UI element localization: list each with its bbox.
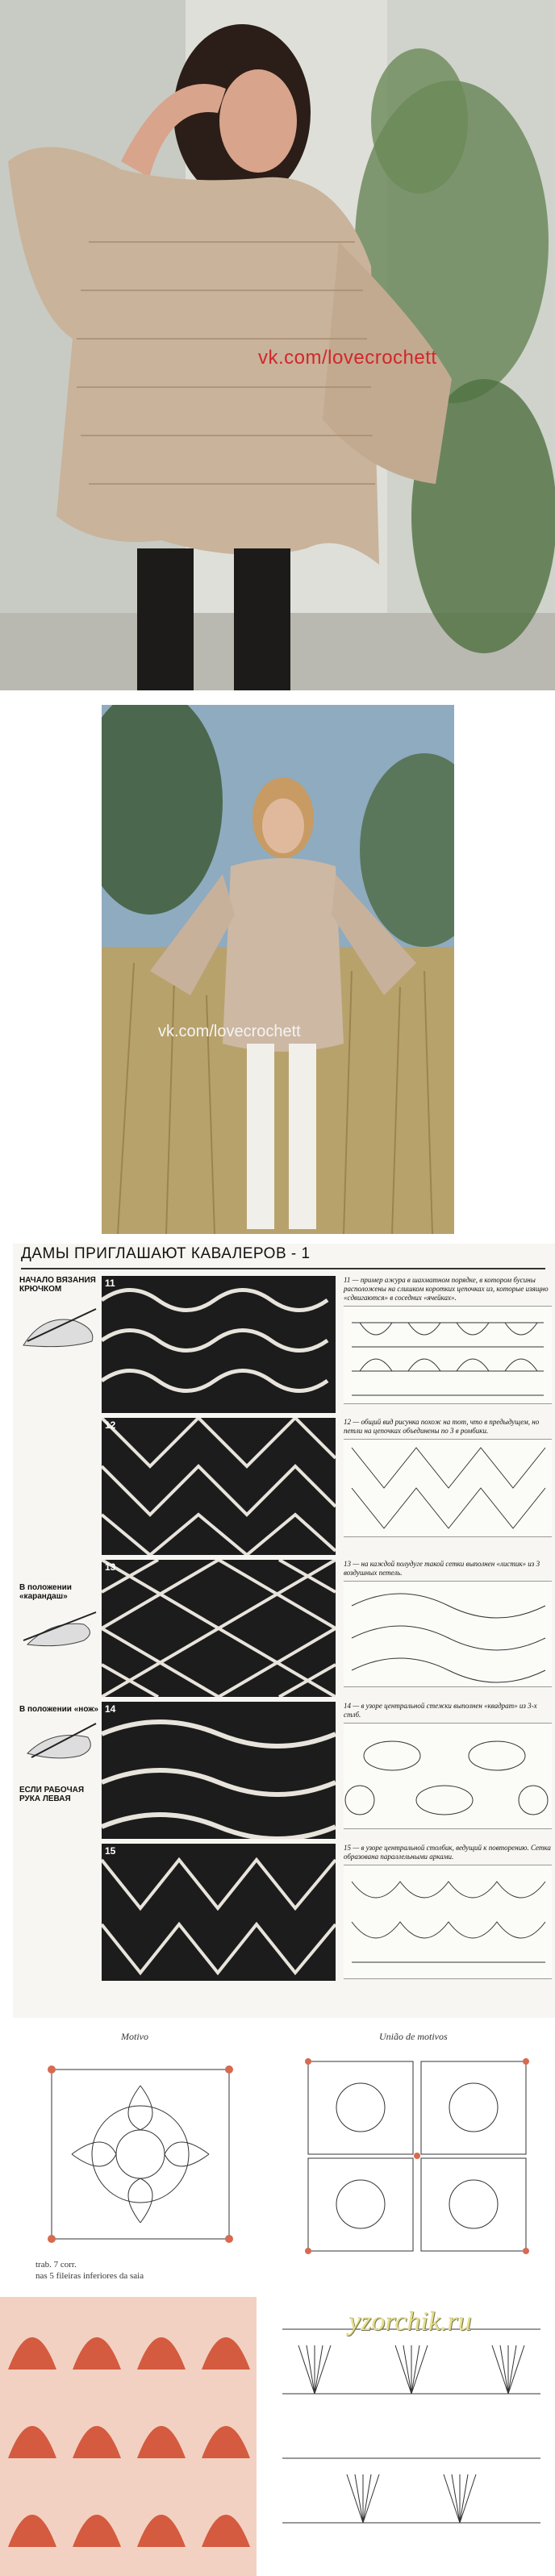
magazine-title: ДАМЫ ПРИГЛАШАЮТ КАВАЛЕРОВ - 1	[21, 1245, 311, 1262]
stitch-chart-icon	[344, 1440, 552, 1536]
swatch-number: 13	[105, 1561, 116, 1573]
stitch-chart	[344, 1306, 552, 1404]
diagram-note: 11 — пример ажура в шахматном порядке, в котором бусины расположены на слишком коротких цепочках из, которые изящно «сдвигаются» в соседних «ячейках».	[344, 1276, 549, 1302]
diagram-block-13	[344, 1560, 552, 1687]
side-heading-lefthand: ЕСЛИ РАБОЧАЯ РУКА ЛЕВАЯ	[19, 1786, 85, 1803]
diagram-note: 14 — в узоре центральной стежки выполнен «квадрат» из 3-х стлб.	[344, 1702, 537, 1719]
side-heading-knife: В положении «нож»	[19, 1705, 98, 1714]
swatch-13	[102, 1560, 336, 1697]
stitch-chart-icon	[344, 1724, 552, 1828]
watermark-vk: vk.com/lovecrochett	[258, 347, 437, 369]
model-photo-illustration	[0, 0, 555, 690]
square-motif-chart	[35, 2053, 245, 2255]
motif-note-1: trab. 7 corr.	[35, 2260, 77, 2270]
magazine-side-column	[19, 1276, 100, 2010]
watermark-yzorchik: yzorchik.ru	[348, 2307, 472, 2336]
swatch-number: 12	[105, 1419, 116, 1431]
diagram-block-11	[344, 1276, 552, 1404]
side-heading-start: НАЧАЛО ВЯЗАНИЯ КРЮЧКОМ	[19, 1276, 96, 1294]
stitch-chart-icon	[344, 1582, 552, 1686]
diagram-note: 13 — на каждой полудуге такой сетки выполнен «листик» из 3 воздушных петель.	[344, 1560, 540, 1577]
lace-texture-icon	[102, 1844, 336, 1981]
lace-texture-icon	[102, 1418, 336, 1555]
knife-grip-illustration	[19, 1717, 100, 1765]
diagram-block-15	[344, 1844, 552, 1979]
motif-note-2: nas 5 fileiras inferiores da saia	[35, 2271, 144, 2281]
swatch-12	[102, 1418, 336, 1555]
pencil-grip-illustration	[19, 1604, 100, 1653]
stitch-chart	[344, 1865, 552, 1979]
watermark-vk-2: vk.com/lovecrochett	[158, 1023, 301, 1040]
stitch-chart	[344, 1581, 552, 1687]
swatch-number: 15	[105, 1845, 116, 1857]
swatch-number: 14	[105, 1703, 116, 1715]
diagram-block-12	[344, 1418, 552, 1537]
magazine-page	[13, 1244, 555, 2018]
motif-join-caption: União de motivos	[379, 2031, 448, 2042]
side-heading-pencil: В положении «карандаш»	[19, 1583, 72, 1601]
swatch-number: 11	[105, 1278, 115, 1289]
hand-crochet-illustration	[19, 1297, 100, 1353]
lace-texture-icon	[102, 1276, 336, 1413]
stitch-chart	[344, 1723, 552, 1829]
model-photo-outdoor	[102, 705, 454, 1234]
shell-stitch-photo	[0, 2297, 257, 2576]
swatch-14	[102, 1702, 336, 1839]
swatch-11	[102, 1276, 336, 1413]
motif-section	[0, 2029, 555, 2286]
motif-join-chart	[300, 2053, 534, 2255]
shell-stitch-section	[0, 2297, 555, 2576]
diagram-note: 15 — в узоре центральной столбик, ведущий к повторению. Сетка образована параллельными арками.	[344, 1844, 551, 1861]
title-divider	[21, 1268, 545, 1269]
lace-texture-icon	[102, 1560, 336, 1697]
model-photo-studio	[0, 0, 555, 690]
outdoor-photo-illustration	[102, 705, 454, 1234]
stitch-chart-icon	[344, 1865, 552, 1978]
diagram-block-14	[344, 1702, 552, 1829]
swatch-15	[102, 1844, 336, 1981]
shell-stitch-chart	[266, 2297, 555, 2576]
diagram-note: 12 — общий вид рисунка похож на тот, что в предыдущем, но петли на цепочках объединены по 3 в ромбики.	[344, 1418, 540, 1435]
stitch-chart-icon	[344, 1307, 552, 1403]
motif-caption: Motivo	[121, 2031, 148, 2042]
stitch-chart	[344, 1439, 552, 1537]
lace-texture-icon	[102, 1702, 336, 1839]
